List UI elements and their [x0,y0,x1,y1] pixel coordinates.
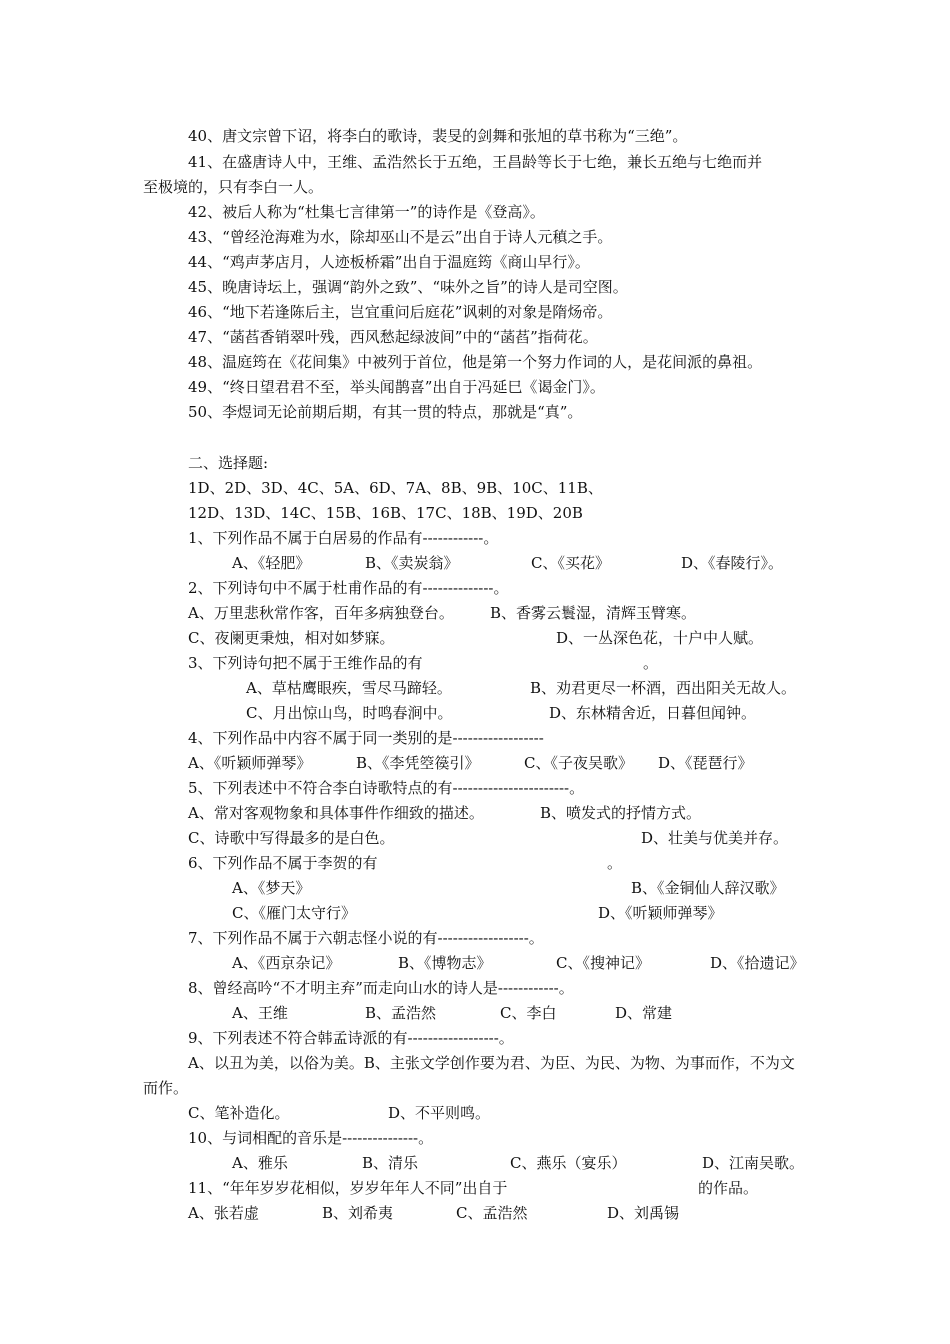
question-2-option-a: A、万里悲秋常作客，百年多病独登台。 [188,604,454,622]
question-9-stem: 9、下列表述不符合韩孟诗派的有------------------。 [188,1029,514,1047]
statement-40: 40、唐文宗曾下诏，将李白的歌诗，裴旻的剑舞和张旭的草书称为“三绝”。 [188,127,688,145]
question-11-stem-end: 的作品。 [698,1179,759,1197]
question-11-option-a: A、张若虚 [188,1204,259,1222]
question-6-option-c: C、《雁门太守行》 [232,904,356,922]
statement-41-continued: 至极境的，只有李白一人。 [143,178,324,196]
question-5-option-d: D、壮美与优美并存。 [641,829,789,847]
statement-44: 44、“鸡声茅店月，人迹板桥霜”出自于温庭筠《商山早行》。 [188,253,590,271]
question-7-option-d: D、《拾遗记》 [710,954,805,972]
question-6-stem: 6、下列作品不属于李贺的有 [188,854,378,872]
question-9-option-c: C、笔补造化。 [188,1104,290,1122]
question-8-stem: 8、曾经高吟“不才明主弃”而走向山水的诗人是------------。 [188,979,574,997]
question-8-option-d: D、常建 [615,1004,673,1022]
question-5-option-a: A、常对客观物象和具体事件作细致的描述。 [188,804,484,822]
question-5-option-b: B、喷发式的抒情方式。 [540,804,702,822]
question-3-option-d: D、东林精舍近，日暮但闻钟。 [549,704,757,722]
statement-41: 41、在盛唐诗人中，王维、孟浩然长于五绝，王昌龄等长于七绝，兼长五绝与七绝而并 [188,153,763,171]
statement-48: 48、温庭筠在《花间集》中被列于首位，他是第一个努力作词的人，是花间派的鼻祖。 [188,353,763,371]
question-5-option-c: C、诗歌中写得最多的是白色。 [188,829,395,847]
question-2-stem: 2、下列诗句中不属于杜甫作品的有--------------。 [188,579,509,597]
statement-46: 46、“地下若逢陈后主，岂宜重问后庭花”讽刺的对象是隋炀帝。 [188,303,613,321]
question-1-option-a: A、《轻肥》 [232,554,311,572]
question-1-option-c: C、《买花》 [531,554,610,572]
question-1-option-d: D、《春陵行》。 [681,554,784,572]
question-11-option-d: D、刘禹锡 [607,1204,680,1222]
question-10-option-a: A、雅乐 [232,1154,288,1172]
question-9-option-d: D、不平则鸣。 [388,1104,491,1122]
question-4-option-d: D、《琵琶行》 [658,754,753,772]
question-10-option-b: B、清乐 [362,1154,419,1172]
question-10-option-c: C、燕乐（宴乐） [510,1154,627,1172]
question-8-option-c: C、李白 [500,1004,557,1022]
question-9-option-ab: A、以丑为美，以俗为美。B、主张文学创作要为君、为臣、为民、为物、为事而作，不为文 [188,1054,795,1072]
question-2-option-c: C、夜阑更秉烛，相对如梦寐。 [188,629,395,647]
question-3-option-b: B、劝君更尽一杯酒，西出阳关无故人。 [530,679,797,697]
section-title: 二、选择题: [188,454,269,472]
question-9-option-b-continued: 而作。 [143,1079,189,1097]
answer-key-line-2: 12D、13D、14C、15B、16B、17C、18B、19D、20B [188,504,583,522]
question-6-option-a: A、《梦天》 [232,879,311,897]
question-3-option-a: A、草枯鹰眼疾，雪尽马蹄轻。 [246,679,452,697]
statement-45: 45、晚唐诗坛上，强调“韵外之致”、“味外之旨”的诗人是司空图。 [188,278,628,296]
question-5-stem: 5、下列表述中不符合李白诗歌特点的有-----------------------。 [188,779,585,797]
question-4-option-c: C、《子夜吴歌》 [524,754,633,772]
question-3-option-c: C、月出惊山鸟，时鸣春涧中。 [246,704,453,722]
statement-42: 42、被后人称为“杜集七言律第一”的诗作是《登高》。 [188,203,545,221]
question-8-option-b: B、孟浩然 [365,1004,437,1022]
question-11-option-c: C、孟浩然 [456,1204,528,1222]
question-7-stem: 7、下列作品不属于六朝志怪小说的有------------------。 [188,929,544,947]
question-10-stem: 10、与词相配的音乐是---------------。 [188,1129,434,1147]
answer-key-line-1: 1D、2D、3D、4C、5A、6D、7A、8B、9B、10C、11B、 [188,479,603,497]
question-4-option-b: B、《李凭箜篌引》 [356,754,480,772]
question-1-stem: 1、下列作品不属于白居易的作品有------------。 [188,529,499,547]
question-11-stem: 11、“年年岁岁花相似，岁岁年年人不同”出自于 [188,1179,508,1197]
question-2-option-d: D、一丛深色花，十户中人赋。 [556,629,764,647]
statement-50: 50、李煜词无论前期后期，有其一贯的特点，那就是“真”。 [188,403,583,421]
question-4-option-a: A、《听颖师弹琴》 [188,754,312,772]
statement-43: 43、“曾经沧海难为水，除却巫山不是云”出自于诗人元稹之手。 [188,228,613,246]
question-6-option-b: B、《金铜仙人辞汉歌》 [631,879,785,897]
question-7-option-c: C、《搜神记》 [556,954,650,972]
question-7-option-b: B、《博物志》 [398,954,492,972]
question-6-option-d: D、《听颖师弹琴》 [598,904,723,922]
question-3-stem: 3、下列诗句把不属于王维作品的有 [188,654,423,672]
question-8-option-a: A、王维 [232,1004,288,1022]
statement-47: 47、“菡萏香销翠叶残，西风愁起绿波间”中的“菡萏”指荷花。 [188,328,598,346]
question-11-option-b: B、刘希夷 [322,1204,394,1222]
question-3-stem-end: 。 [643,654,659,672]
statement-49: 49、“终日望君君不至，举头闻鹊喜”出自于冯延巳《谒金门》。 [188,378,605,396]
question-7-option-a: A、《西京杂记》 [232,954,341,972]
question-6-stem-end: 。 [607,854,623,872]
question-2-option-b: B、香雾云鬟湿，清辉玉臂寒。 [490,604,697,622]
question-10-option-d: D、江南吴歌。 [702,1154,805,1172]
question-1-option-b: B、《卖炭翁》 [365,554,459,572]
question-4-stem: 4、下列作品中内容不属于同一类别的是------------------ [188,729,544,747]
